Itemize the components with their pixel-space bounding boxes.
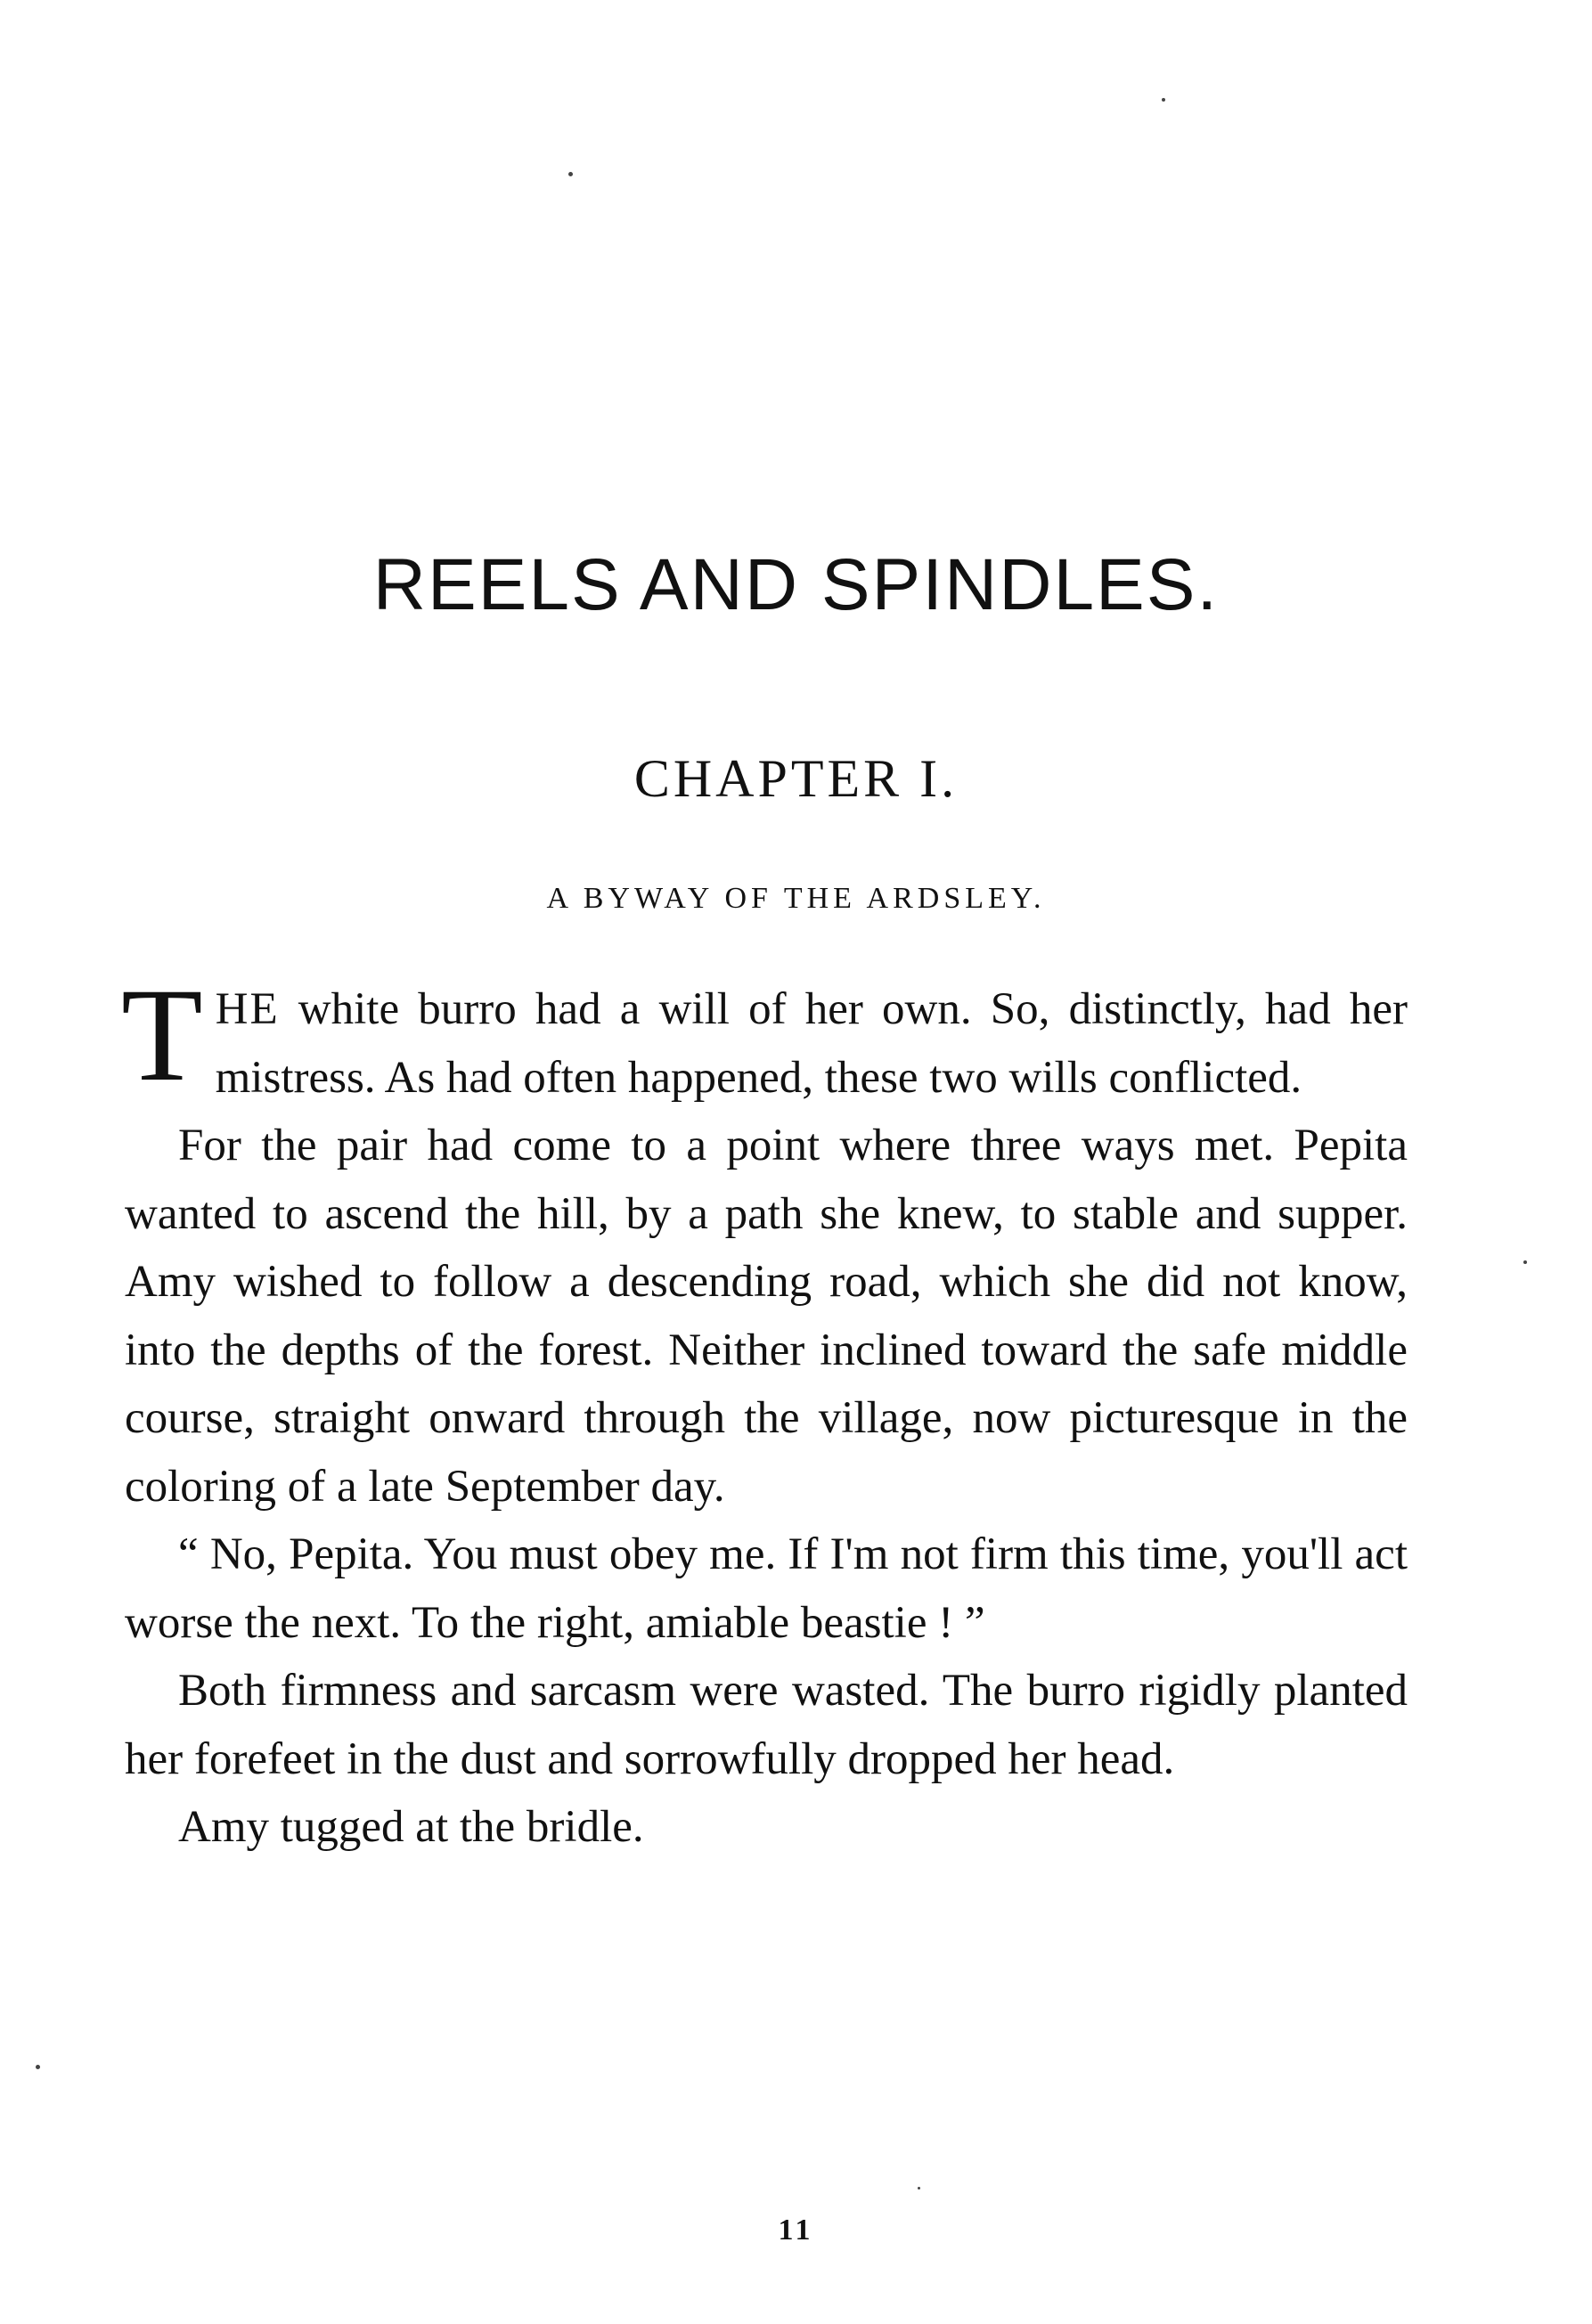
scan-speck bbox=[568, 172, 573, 176]
paragraph-2: For the pair had come to a point where three ways met. Pepita wanted to ascend the hill, by a path she knew, to stable and supper. Amy wished to follow a descending road, which she did not know, into the depths of the forest. Neither inclined toward the safe middle course, straight onward through the village, now picturesque in the coloring of a late September day. bbox=[125, 1121, 1408, 1512]
paragraph-3: “ No, Pepita. You must obey me. If I'm not firm this time, you'll act worse the next. To the right, amiable beastie ! ” bbox=[125, 1529, 1408, 1648]
paragraph-5: Amy tugged at the bridle. bbox=[178, 1802, 644, 1852]
paragraph-1-text: white burro had a will of her own. So, distinctly, had her mistress. As had often happened, these two wills conflicted. bbox=[215, 984, 1408, 1103]
chapter-number: CHAPTER I. bbox=[633, 749, 959, 808]
chapter-body bbox=[121, 961, 1408, 1862]
scan-speck bbox=[1523, 1260, 1527, 1264]
paragraph-1 bbox=[121, 961, 1408, 1112]
drop-cap: T bbox=[121, 961, 203, 1109]
paragraph-4: Both firmness and sarcasm were wasted. The burro rigidly planted her forefeet in the dust and sorrowfully dropped her head. bbox=[125, 1666, 1408, 1784]
scan-speck bbox=[36, 2065, 40, 2069]
chapter-title: A BYWAY OF THE ARDSLEY. bbox=[546, 882, 1046, 915]
scan-speck bbox=[918, 2187, 920, 2189]
opening-small-caps: HE bbox=[215, 984, 280, 1034]
scan-speck bbox=[1162, 98, 1165, 102]
book-title: REELS AND SPINDLES. bbox=[372, 544, 1220, 625]
page-number: 11 bbox=[778, 2214, 814, 2247]
